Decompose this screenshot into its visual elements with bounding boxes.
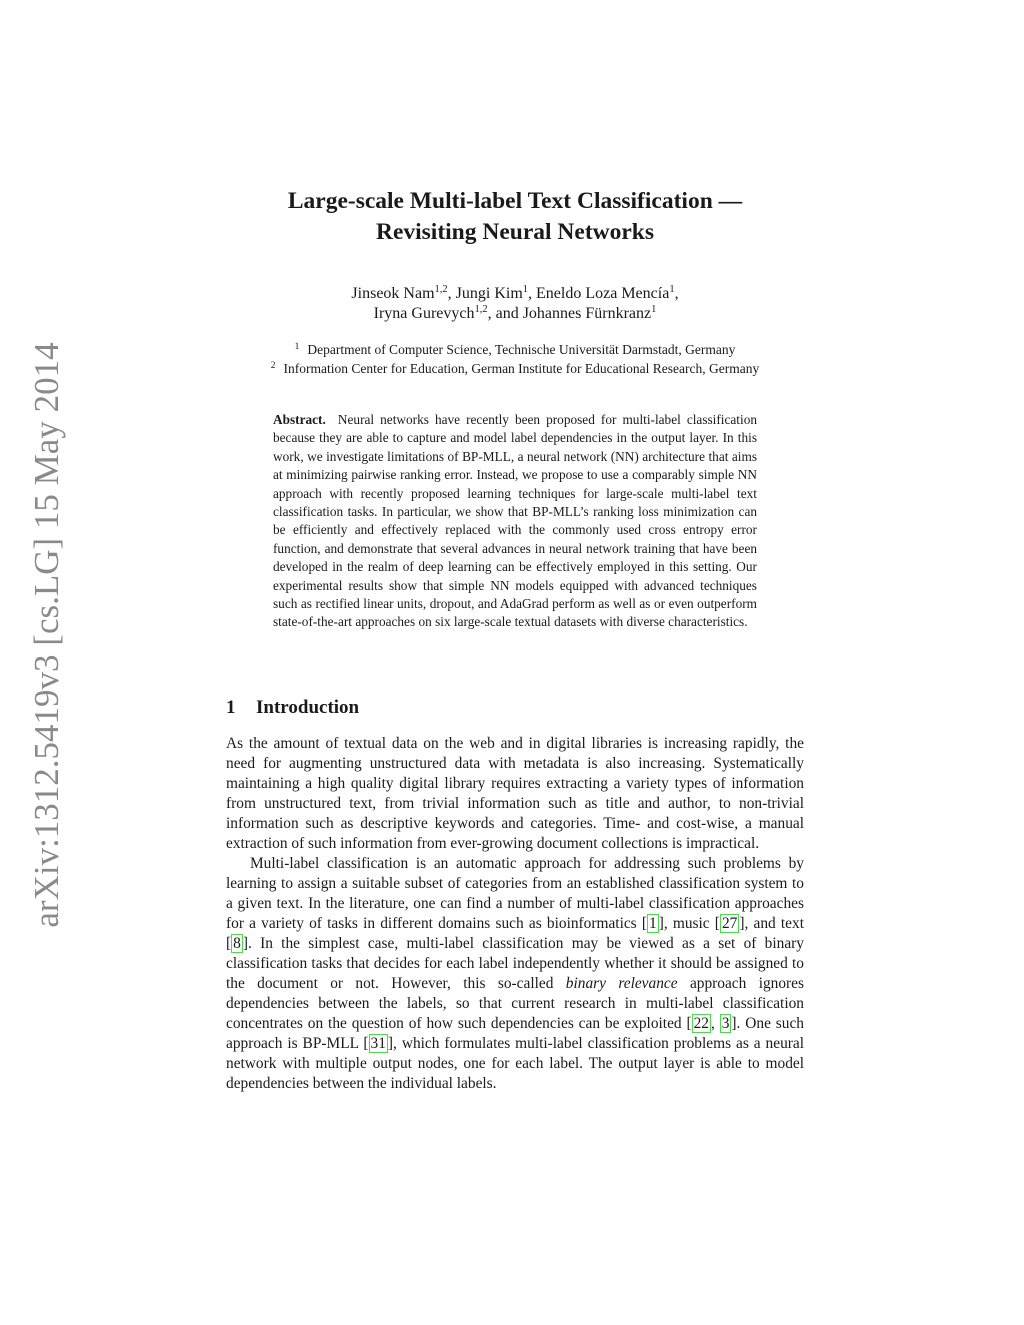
author-name: , Jungi Kim (447, 285, 523, 302)
paragraph-text: ], which formulates multi-label classification problems as a neural network with multiple output nodes, one for each label. The output layer is able to model dependencies between the individual labels. (226, 1035, 805, 1092)
author-separator: , (674, 285, 679, 302)
title-line-2: Revisiting Neural Networks (375, 219, 655, 245)
citation-link[interactable]: 31 (370, 1035, 386, 1052)
arxiv-identifier-stamp: arXiv:1312.5419v3 [cs.LG] 15 May 2014 (27, 342, 66, 928)
affiliation-1 (226, 340, 804, 359)
author-affiliation-mark: 1,2 (434, 284, 448, 295)
title-line-1: Large-scale Multi-label Text Classification — (287, 188, 743, 214)
abstract-text: Neural networks have recently been proposed for multi-label classification because they are able to capture and model label dependencies in the output layer. In this work, we investigate limitations of BP-MLL, a neural network (NN) architecture that aims at minimizing pairwise ranking error. Instead, we propose to use a comparably simple NN approach with recently proposed learning techniques for large-scale multi-label text classification tasks. In particular, we show that BP-MLL’s ranking loss minimization can be efficiently and effectively replaced with the commonly used cross entropy error function, and demonstrate that several advances in neural network training that have been developed in the realm of deep learning can be effectively employed in this setting. Our experimental results show that simple NN models equipped with advanced techniques such as rectified linear units, dropout, and AdaGrad perform as well as or even outperform state-of-the-art approaches on six large-scale textual datasets with diverse characteristics. (273, 412, 757, 630)
author-affiliation-mark: 1 (669, 284, 675, 295)
paragraph-text: ]. In the simplest case, multi-label classification may be viewed as a set of binary classification tasks that decides for each label independently whether it should be assigned to the document or not. However, this so-called (226, 935, 804, 992)
paragraph-text: , (710, 1015, 720, 1032)
paragraph-text: Multi-label classification is an automatic approach for addressing such problems by learning to assign a suitable subset of categories from an established classification system to a given text. In the literature, one can find a number of multi-label classification approaches for a variety of tasks in different domains such as bioinformatics [ (226, 855, 804, 932)
citation-link[interactable]: 1 (648, 915, 657, 932)
author-affiliation-mark: 1 (522, 284, 529, 295)
citation-link[interactable]: 22 (693, 1015, 709, 1032)
author-name: Iryna Gurevych (373, 305, 475, 322)
author-line-2 (226, 304, 804, 324)
author-line-1 (226, 284, 804, 304)
affiliation-mark: 1 (294, 342, 300, 352)
paragraph-text: ]. One such approach is BP-MLL [ (226, 1015, 804, 1052)
citation-link[interactable]: 27 (721, 915, 738, 932)
citation-link[interactable]: 3 (721, 1015, 730, 1032)
emphasis-text: binary relevance (565, 975, 678, 992)
abstract (273, 411, 757, 632)
paragraph-text: ], music [ (658, 915, 720, 932)
affiliation-mark: 2 (270, 361, 276, 371)
affiliation-text: Department of Computer Science, Technische Universität Darmstadt, Germany (307, 342, 736, 357)
abstract-label: Abstract. (273, 412, 326, 427)
author-name: Jinseok Nam (351, 285, 435, 302)
section-number: 1 (226, 697, 236, 718)
introduction-body (226, 734, 804, 1094)
affiliation-list (226, 340, 804, 378)
author-affiliation-mark: 1 (651, 304, 657, 315)
paragraph-text: approach ignores dependencies between the labels, so that current research in multi-label classification concentrates on the question of how such dependencies can be exploited [ (226, 975, 805, 1032)
section-heading-introduction (226, 696, 359, 720)
author-name: , Eneldo Loza Mencía (528, 285, 670, 302)
citation-link[interactable]: 8 (233, 935, 241, 952)
paragraph-1: As the amount of textual data on the web and in digital libraries is increasing rapidly, the need for augmenting unstructured data with metadata is also increasing. Systematically maintaining a high quality digital library requires extracting a variety types of information from unstructured text, from trivial information such as title and author, to non-trivial information such as descriptive keywords and categories. Time- and cost-wise, a manual extraction of such information from ever-growing document collections is impractical. (226, 735, 804, 852)
paragraph-text: ], and text [ (226, 915, 804, 952)
author-affiliation-mark: 1,2 (474, 304, 488, 315)
author-list (226, 284, 804, 324)
paragraph-2 (226, 854, 804, 1094)
author-name: , and Johannes Fürnkranz (487, 305, 652, 322)
affiliation-2 (226, 359, 804, 378)
affiliation-text: Information Center for Education, German Institute for Educational Research, Germany (283, 361, 760, 376)
paper-title (226, 186, 804, 248)
section-title: Introduction (256, 697, 360, 718)
